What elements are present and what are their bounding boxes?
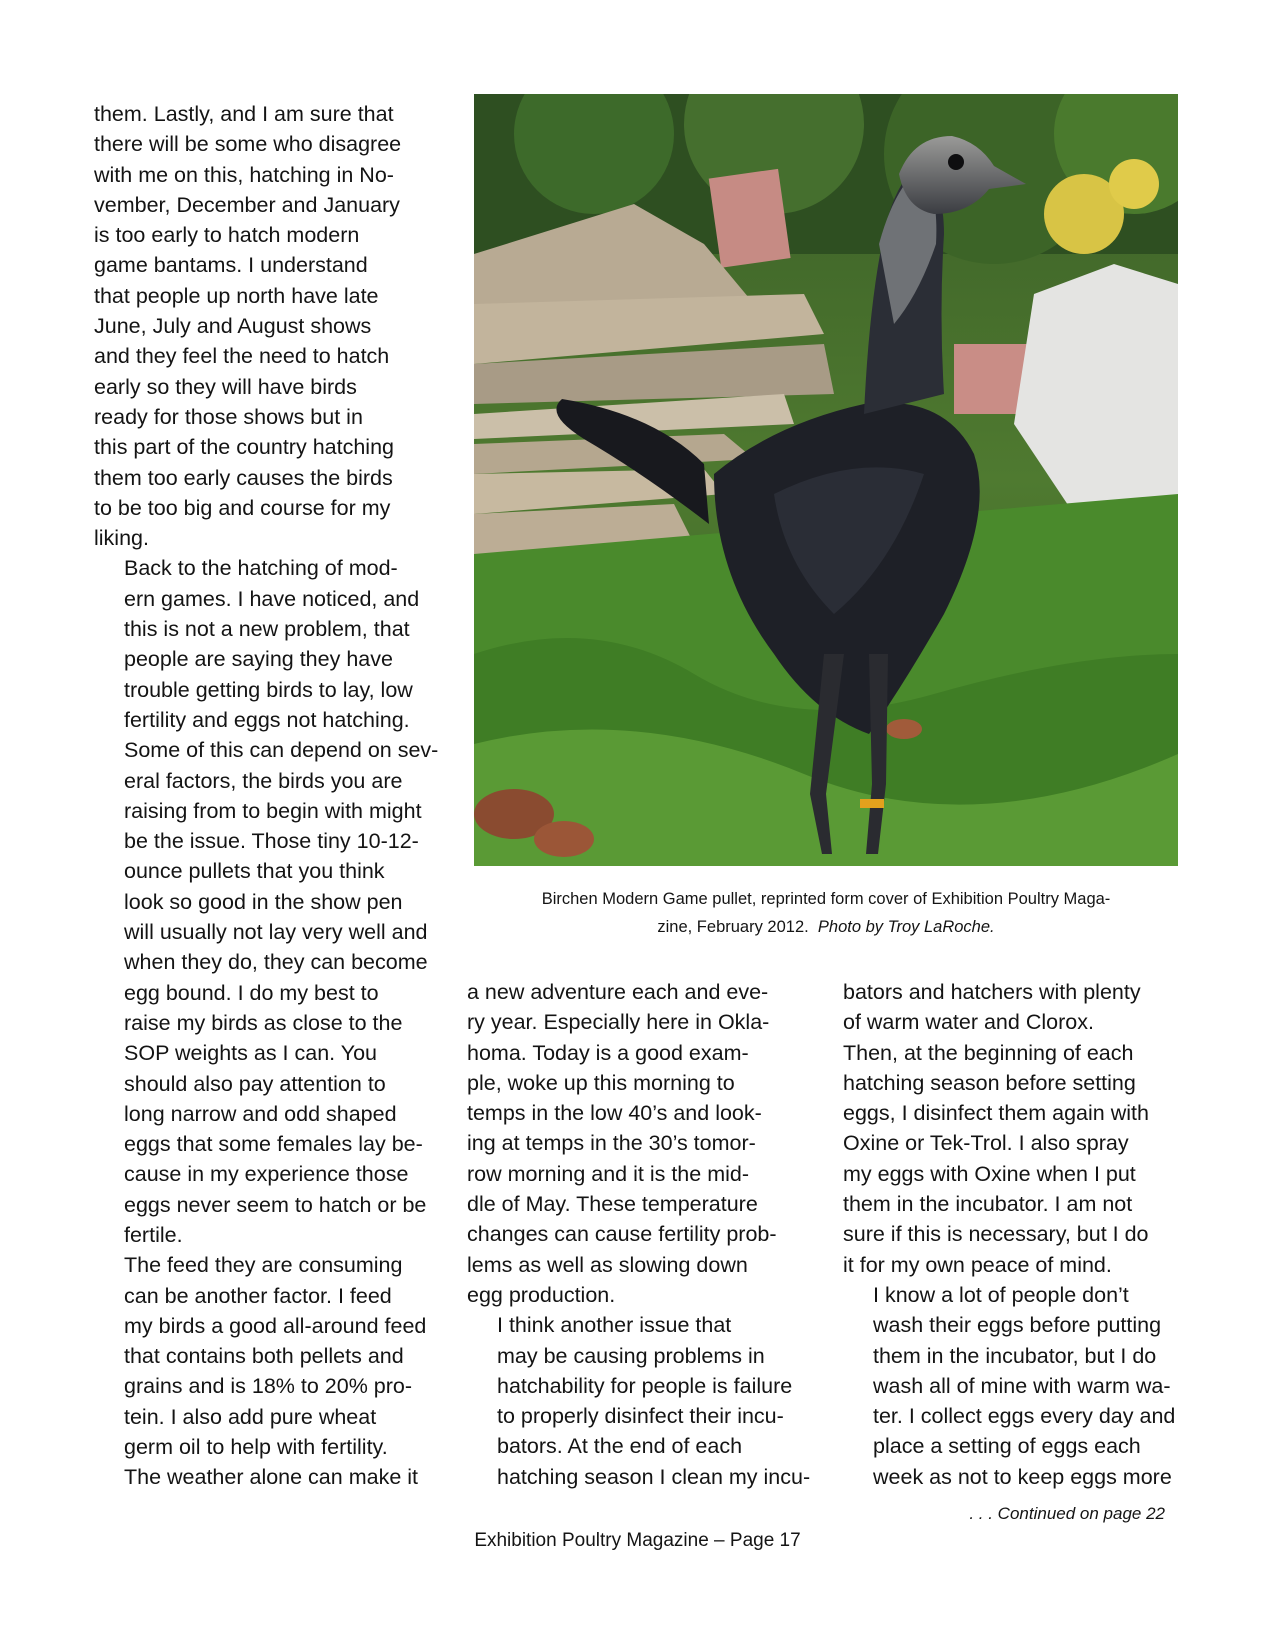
text-line: egg bound. I do my best to	[124, 980, 379, 1005]
text-line: will usually not lay very well and	[124, 920, 428, 945]
text-line: Back to the hatching of mod-	[124, 556, 398, 581]
caption-line-2	[474, 913, 1178, 941]
paragraph	[467, 1310, 811, 1492]
text-line: Then, at the beginning of each	[843, 1040, 1134, 1065]
text-line: cause in my experience those	[124, 1162, 409, 1187]
text-line: place a setting of eggs each	[873, 1434, 1141, 1459]
text-line: of warm water and Clorox.	[843, 1010, 1094, 1035]
text-line: raising from to begin with might	[124, 798, 422, 823]
text-line: ounce pullets that you think	[124, 859, 385, 884]
text-line: there will be some who disagree	[94, 132, 402, 157]
text-column-left	[94, 99, 439, 1493]
text-line: can be another factor. I feed	[124, 1283, 392, 1308]
paragraph	[467, 977, 807, 1310]
text-line: them. Lastly, and I am sure that	[94, 102, 394, 126]
text-line: raise my birds as close to the	[124, 1010, 403, 1035]
text-line: a new adventure each and eve-	[467, 980, 769, 1004]
text-line: may be causing problems in	[497, 1343, 765, 1368]
text-line: lems as well as slowing down	[467, 1252, 748, 1277]
text-line: ry year. Especially here in Okla-	[467, 1010, 770, 1035]
text-line: early so they will have birds	[94, 374, 357, 399]
text-line: this part of the country hatching	[94, 435, 394, 460]
text-line: bators and hatchers with plenty	[843, 980, 1141, 1004]
text-line: look so good in the show pen	[124, 889, 403, 914]
text-line: grains and is 18% to 20% pro-	[124, 1374, 413, 1399]
paragraph	[94, 1250, 434, 1492]
text-line: vember, December and January	[94, 192, 400, 217]
paragraph	[843, 1280, 1183, 1492]
text-line: this is not a new problem, that	[124, 617, 410, 642]
text-line: eggs, I disinfect them again with	[843, 1101, 1149, 1126]
text-line: wash their eggs before putting	[873, 1313, 1162, 1338]
text-line: eggs that some females lay be-	[124, 1132, 423, 1157]
text-line: hatching season before setting	[843, 1070, 1136, 1095]
text-line: game bantams. I understand	[94, 253, 368, 278]
text-line: germ oil to help with fertility.	[124, 1435, 388, 1460]
pullet-photo	[474, 94, 1178, 866]
text-column-middle	[467, 977, 811, 1492]
text-line: bators. At the end of each	[497, 1434, 743, 1459]
text-line: my birds a good all-around feed	[124, 1313, 427, 1338]
photo-caption	[474, 885, 1178, 941]
text-line: be the issue. Those tiny 10-12-	[124, 829, 419, 854]
text-line: them too early causes the birds	[94, 465, 393, 490]
text-line: The feed they are consuming	[124, 1253, 403, 1278]
text-line: temps in the low 40’s and look-	[467, 1101, 762, 1126]
text-line: ple, woke up this morning to	[467, 1070, 735, 1095]
text-line: ter. I collect eggs every day and	[873, 1404, 1176, 1429]
text-line: week as not to keep eggs more	[873, 1464, 1172, 1489]
text-line: trouble getting birds to lay, low	[124, 677, 413, 702]
paragraph	[94, 99, 434, 553]
text-line: fertile.	[124, 1222, 183, 1247]
text-line: them in the incubator. I am not	[843, 1192, 1133, 1217]
text-line: fertility and eggs not hatching.	[124, 707, 410, 732]
text-line: long narrow and odd shaped	[124, 1101, 397, 1126]
text-line: my eggs with Oxine when I put	[843, 1161, 1136, 1186]
caption-date: zine, February 2012.	[657, 918, 809, 936]
text-line: dle of May. These temperature	[467, 1192, 758, 1217]
text-line: liking.	[94, 526, 149, 551]
text-line: it for my own peace of mind.	[843, 1252, 1112, 1277]
text-line: and they feel the need to hatch	[94, 344, 390, 369]
text-line: people are saying they have	[124, 647, 393, 672]
text-line: to be too big and course for my	[94, 495, 391, 520]
text-line: tein. I also add pure wheat	[124, 1404, 377, 1429]
text-line: Some of this can depend on sev-	[124, 738, 439, 763]
photo-illustration	[474, 94, 1178, 866]
text-line: ing at temps in the 30’s tomor-	[467, 1131, 756, 1156]
text-line: egg production.	[467, 1282, 616, 1307]
text-line: The weather alone can make it	[124, 1465, 418, 1490]
text-line: them in the incubator, but I do	[873, 1343, 1157, 1368]
text-column-right	[843, 977, 1183, 1492]
text-line: I know a lot of people don’t	[873, 1282, 1129, 1307]
text-line: row morning and it is the mid-	[467, 1161, 749, 1186]
text-line: changes can cause fertility prob-	[467, 1222, 777, 1247]
text-line: sure if this is necessary, but I do	[843, 1222, 1149, 1247]
text-line: June, July and August shows	[94, 314, 372, 339]
text-line: ern games. I have noticed, and	[124, 586, 420, 611]
text-line: that contains both pellets and	[124, 1344, 404, 1369]
text-line: homa. Today is a good exam-	[467, 1040, 749, 1065]
text-line: is too early to hatch modern	[94, 223, 360, 248]
text-line: hatchability for people is failure	[497, 1373, 793, 1398]
continued-note: . . . Continued on page 22	[969, 1504, 1165, 1523]
text-line: wash all of mine with warm wa-	[873, 1373, 1171, 1398]
text-line: Oxine or Tek-Trol. I also spray	[843, 1131, 1129, 1156]
text-line: when they do, they can become	[124, 950, 428, 975]
text-line: SOP weights as I can. You	[124, 1041, 377, 1066]
text-line: eggs never seem to hatch or be	[124, 1192, 427, 1217]
text-line: should also pay attention to	[124, 1071, 386, 1096]
photo-credit: Photo by Troy LaRoche.	[817, 918, 995, 936]
text-line: hatching season I clean my incu-	[497, 1464, 811, 1489]
text-line: ready for those shows but in	[94, 404, 363, 429]
text-line: with me on this, hatching in No-	[94, 162, 394, 187]
paragraph	[94, 553, 439, 1250]
text-line: I think another issue that	[497, 1313, 732, 1338]
text-line: eral factors, the birds you are	[124, 768, 403, 793]
caption-line-1: Birchen Modern Game pullet, reprinted form cover of Exhibition Poultry Maga-	[541, 890, 1111, 908]
text-line: to properly disinfect their incu-	[497, 1404, 784, 1429]
page-footer: Exhibition Poultry Magazine – Page 17	[474, 1530, 801, 1551]
text-line: that people up north have late	[94, 283, 379, 308]
paragraph	[843, 977, 1183, 1280]
